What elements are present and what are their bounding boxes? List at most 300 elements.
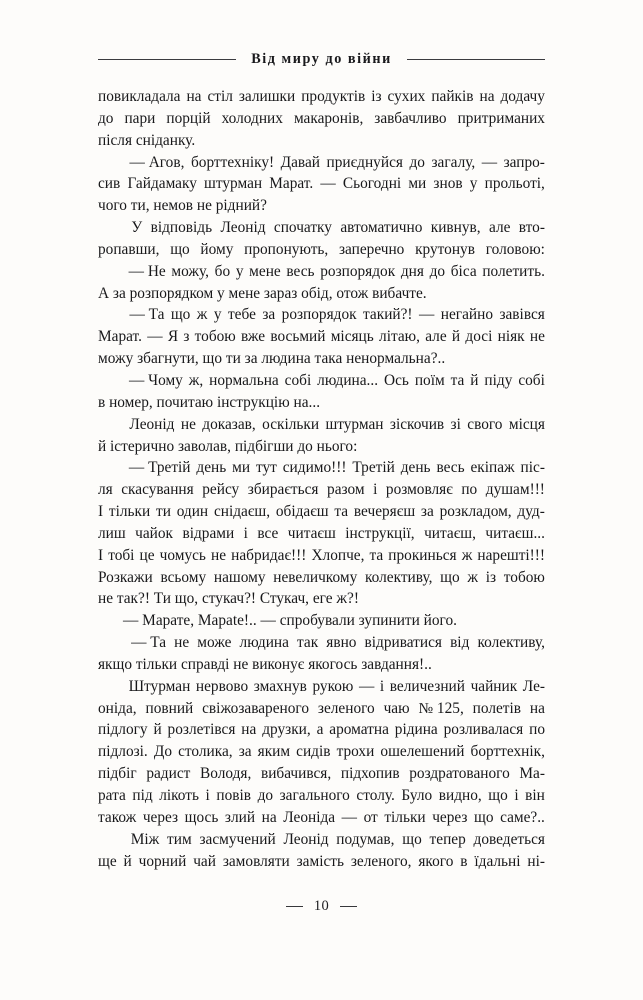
word: друзки, bbox=[262, 721, 311, 739]
paragraph-indent bbox=[98, 414, 123, 436]
word: ж bbox=[461, 546, 473, 564]
word: також bbox=[98, 808, 137, 826]
text-line bbox=[98, 763, 545, 785]
word: явно bbox=[326, 634, 357, 652]
word: пайків bbox=[431, 88, 474, 105]
word: людина bbox=[239, 634, 289, 652]
paragraph-indent bbox=[98, 152, 123, 174]
word: можу, bbox=[171, 262, 209, 280]
word: відповідь bbox=[150, 219, 213, 237]
word: по bbox=[461, 481, 478, 499]
paragraph bbox=[98, 261, 545, 305]
word: ми bbox=[232, 459, 251, 477]
running-header bbox=[98, 46, 545, 72]
word: день bbox=[400, 459, 431, 477]
word: оніда, bbox=[98, 699, 137, 717]
word: ошелешений bbox=[380, 743, 465, 761]
word: — bbox=[418, 306, 435, 324]
word: він bbox=[525, 787, 545, 804]
word: і bbox=[379, 677, 385, 695]
text-line bbox=[98, 807, 545, 829]
text-line bbox=[98, 676, 545, 698]
page-number: 10 bbox=[313, 897, 330, 914]
text-line bbox=[98, 326, 545, 348]
text-line bbox=[98, 588, 545, 610]
word: загального bbox=[279, 787, 350, 804]
word: Леонід bbox=[220, 219, 266, 237]
word: негайно bbox=[440, 306, 493, 324]
line-text: — Марате, Мараte!.. — спробували зупинити його. bbox=[123, 612, 457, 630]
word: чайник bbox=[470, 677, 518, 695]
word: Марат. bbox=[98, 328, 142, 346]
word: Штурман bbox=[128, 677, 191, 695]
word: обідаєш bbox=[275, 503, 329, 521]
word: у bbox=[469, 175, 478, 193]
word: штурман bbox=[204, 175, 263, 193]
word: от bbox=[363, 808, 378, 826]
line-text: й істерично заволав, підбігши до нього: bbox=[98, 437, 358, 455]
word: пари bbox=[124, 109, 156, 127]
word: разом bbox=[327, 481, 365, 499]
word: прольоті, bbox=[484, 175, 545, 193]
word: але bbox=[425, 328, 447, 346]
text-line bbox=[98, 173, 545, 195]
word: притриманих bbox=[457, 109, 545, 127]
word: зеленого bbox=[317, 699, 375, 717]
word: і bbox=[243, 524, 248, 542]
word: ропавши, bbox=[98, 240, 160, 258]
word: розпорядок bbox=[281, 306, 357, 324]
text-line bbox=[98, 283, 545, 305]
word: повів bbox=[216, 787, 252, 804]
word: чай bbox=[193, 852, 216, 870]
word: полетить. bbox=[482, 262, 545, 280]
word: видно, bbox=[438, 787, 482, 804]
word: якого bbox=[418, 852, 454, 870]
word: — Не bbox=[128, 262, 166, 280]
word: вже bbox=[241, 328, 266, 346]
word: Було bbox=[401, 787, 433, 804]
word: тебе bbox=[227, 306, 256, 324]
word: столика, bbox=[178, 743, 233, 761]
line-text: не так?! Ти що, стукач?! Стукач, еге ж?! bbox=[98, 590, 359, 608]
word: на bbox=[241, 721, 257, 739]
word: й bbox=[451, 328, 461, 346]
text-line bbox=[98, 479, 545, 501]
word: до bbox=[98, 109, 114, 127]
word: пропонують, bbox=[244, 240, 329, 258]
word: щось bbox=[184, 808, 219, 826]
word: зеленого, bbox=[350, 852, 412, 870]
word: у bbox=[213, 306, 222, 324]
word: Розкажи bbox=[98, 568, 153, 586]
word: що bbox=[402, 830, 422, 848]
folio-dash-right-icon bbox=[340, 906, 357, 907]
word: тепер bbox=[429, 830, 466, 848]
word: радист bbox=[146, 765, 191, 783]
word: холодних bbox=[221, 109, 283, 127]
text-line bbox=[98, 719, 545, 741]
running-header-title: Від миру до війни bbox=[251, 50, 392, 67]
word: тобою bbox=[194, 328, 236, 346]
word: через bbox=[432, 808, 468, 826]
word: невеличкому bbox=[273, 568, 358, 586]
text-line bbox=[98, 632, 545, 654]
word: що bbox=[440, 568, 460, 586]
word: на bbox=[261, 808, 277, 826]
word: доведеться bbox=[473, 830, 545, 848]
word: собі bbox=[518, 371, 545, 389]
word: У bbox=[131, 219, 143, 237]
word: читаєш... bbox=[485, 524, 545, 542]
word: свого bbox=[467, 415, 503, 433]
word: розпорядок bbox=[320, 262, 396, 280]
word: Третій bbox=[352, 459, 395, 477]
word: ніяк bbox=[497, 328, 525, 346]
word: — bbox=[320, 175, 336, 193]
word: один bbox=[176, 503, 209, 521]
word: спочатку bbox=[273, 219, 332, 237]
header-rule-left-icon bbox=[98, 59, 236, 60]
word: сив bbox=[98, 175, 121, 193]
word: величезний bbox=[389, 677, 465, 695]
word: й bbox=[153, 721, 162, 739]
word: і bbox=[205, 787, 210, 804]
word: до bbox=[409, 153, 425, 171]
word: із bbox=[485, 568, 497, 586]
word: місця bbox=[508, 415, 545, 433]
word: — Чому bbox=[128, 371, 183, 389]
word: повний bbox=[145, 699, 194, 717]
word: підбіг bbox=[98, 765, 137, 783]
word: до bbox=[257, 787, 274, 804]
word: все bbox=[257, 524, 279, 542]
word: за bbox=[420, 503, 434, 521]
word: — bbox=[341, 808, 358, 826]
word: Володя, bbox=[200, 765, 252, 783]
word: від bbox=[450, 634, 470, 652]
word: й bbox=[470, 371, 479, 389]
word: скасування bbox=[121, 481, 194, 499]
word: порцій bbox=[166, 109, 211, 127]
word: нарешті!!! bbox=[477, 546, 545, 564]
text-line bbox=[98, 567, 545, 589]
paragraph bbox=[98, 86, 545, 152]
word: ще bbox=[98, 852, 117, 870]
word: бо bbox=[214, 262, 231, 280]
word: доказав, bbox=[202, 415, 256, 433]
word: знов bbox=[433, 175, 463, 193]
word: підлозі. bbox=[98, 743, 148, 761]
word: полетів bbox=[472, 699, 522, 717]
line-text: після сніданку. bbox=[98, 131, 196, 149]
word: на bbox=[479, 88, 495, 105]
word: всьому bbox=[160, 568, 207, 586]
word: їдальні bbox=[474, 852, 521, 870]
word: Ма- bbox=[519, 765, 545, 783]
word: головою: bbox=[485, 240, 545, 258]
text-line bbox=[98, 261, 545, 283]
word: роздратованого bbox=[409, 765, 510, 783]
paragraph bbox=[98, 217, 545, 261]
text-line bbox=[98, 348, 545, 370]
word: не bbox=[211, 546, 227, 564]
word: Марат. bbox=[269, 175, 314, 193]
word: завбачливо bbox=[374, 109, 447, 127]
word: снідаєш, bbox=[213, 503, 271, 521]
word: приєднуйся bbox=[326, 153, 403, 171]
word: стіл bbox=[207, 88, 233, 105]
word: на bbox=[186, 88, 202, 105]
word: мене bbox=[249, 262, 281, 280]
word: вечеряєш bbox=[353, 503, 416, 521]
word: прокинься bbox=[388, 546, 457, 564]
word: екіпаж bbox=[470, 459, 515, 477]
word: весь bbox=[436, 459, 465, 477]
word: нервово bbox=[195, 677, 249, 695]
word: ні- bbox=[527, 852, 545, 870]
word: і bbox=[514, 787, 519, 804]
word: Гайдамаку bbox=[127, 175, 197, 193]
word: та bbox=[334, 503, 349, 521]
word: тобою bbox=[503, 568, 545, 586]
text-line bbox=[98, 457, 545, 479]
paragraph bbox=[98, 304, 545, 370]
word: замовляти bbox=[222, 852, 290, 870]
line-text: якщо тільки справді не виконує якогось завдання!.. bbox=[98, 655, 432, 673]
word: макаронів, bbox=[293, 109, 364, 127]
word: місяць bbox=[330, 328, 374, 346]
paragraph-indent bbox=[98, 261, 123, 283]
word: підлогу bbox=[98, 721, 148, 739]
word: зіскочив bbox=[389, 415, 445, 433]
word: відриватися bbox=[364, 634, 442, 652]
word: Ле- bbox=[522, 677, 545, 695]
word: по bbox=[529, 721, 545, 739]
word: розкладом, bbox=[439, 503, 512, 521]
word: лиш bbox=[98, 524, 126, 542]
word: № 125, bbox=[418, 699, 464, 717]
word: Ось bbox=[384, 371, 409, 389]
word: тільки bbox=[108, 503, 151, 521]
word: борттехнік, bbox=[470, 743, 545, 761]
word: що bbox=[474, 808, 494, 826]
word: не bbox=[174, 634, 190, 652]
word: рейсу bbox=[202, 481, 240, 499]
word: — Третій bbox=[128, 459, 191, 477]
line-text: чого ти, немов не рідний? bbox=[98, 197, 267, 215]
word: а bbox=[316, 721, 324, 739]
word: — Та bbox=[131, 634, 167, 652]
word: досі bbox=[465, 328, 493, 346]
word: кивнув, bbox=[430, 219, 481, 237]
word: під bbox=[132, 787, 153, 804]
word: ж bbox=[467, 568, 478, 586]
word: яким bbox=[257, 743, 291, 761]
paragraph bbox=[98, 152, 545, 218]
word: колективу, bbox=[364, 568, 433, 586]
word: Між bbox=[130, 830, 160, 848]
text-line bbox=[98, 304, 545, 326]
word: та bbox=[369, 546, 384, 564]
word: злий bbox=[224, 808, 256, 826]
word: додачу bbox=[500, 88, 545, 105]
word: із bbox=[371, 88, 382, 105]
text-line bbox=[98, 108, 545, 130]
word: тим bbox=[167, 830, 192, 848]
body-text-block bbox=[98, 86, 545, 872]
word: людина... bbox=[317, 371, 379, 389]
word: розлетівся bbox=[167, 721, 236, 739]
paragraph bbox=[98, 829, 545, 873]
word: борттехніку! bbox=[190, 153, 275, 171]
word: й bbox=[123, 852, 132, 870]
text-line bbox=[98, 370, 545, 392]
word: поїм bbox=[414, 371, 445, 389]
word: запро- bbox=[503, 153, 545, 171]
word: Хлопче, bbox=[311, 546, 365, 564]
word: чаю bbox=[383, 699, 410, 717]
word: замість bbox=[296, 852, 344, 870]
text-line bbox=[98, 86, 545, 108]
paragraph bbox=[98, 632, 545, 676]
word: дня bbox=[400, 262, 424, 280]
word: підхопив bbox=[340, 765, 400, 783]
word: чайок bbox=[135, 524, 174, 542]
word: не bbox=[529, 328, 545, 346]
paragraph-indent bbox=[98, 370, 123, 392]
word: — bbox=[481, 153, 498, 171]
paragraph-indent bbox=[98, 632, 123, 654]
word: — Агов, bbox=[129, 153, 185, 171]
text-line bbox=[98, 523, 545, 545]
word: зі bbox=[450, 415, 461, 433]
header-rule-right-icon bbox=[407, 59, 545, 60]
word: може bbox=[197, 634, 232, 652]
word: крутонув bbox=[415, 240, 475, 258]
word: набридає!!! bbox=[231, 546, 307, 564]
word: До bbox=[153, 743, 172, 761]
word: інструкції, bbox=[345, 524, 415, 542]
word: ля bbox=[98, 481, 113, 499]
word: І bbox=[98, 546, 104, 564]
word: йому bbox=[200, 240, 234, 258]
paragraph-indent bbox=[98, 457, 123, 479]
word: сидів bbox=[296, 743, 331, 761]
word: але bbox=[489, 219, 511, 237]
word: Давай bbox=[280, 153, 320, 171]
paragraph bbox=[98, 676, 545, 829]
word: залишки bbox=[238, 88, 296, 105]
paragraph bbox=[98, 457, 545, 610]
word: змахнув bbox=[253, 677, 307, 695]
word: трохи bbox=[336, 743, 375, 761]
word: нормальна bbox=[209, 371, 279, 389]
text-line bbox=[98, 195, 545, 217]
paragraph-indent bbox=[98, 676, 123, 698]
word: весь bbox=[286, 262, 315, 280]
word: чомусь bbox=[159, 546, 206, 564]
word: восьмий bbox=[270, 328, 326, 346]
word: тут bbox=[255, 459, 277, 477]
word: що bbox=[488, 787, 508, 804]
paragraph-indent bbox=[98, 304, 123, 326]
paragraph-indent bbox=[98, 217, 123, 239]
word: читаєш bbox=[287, 524, 336, 542]
word: тільки bbox=[384, 808, 426, 826]
word: загалу, bbox=[431, 153, 476, 171]
word: рідина bbox=[394, 721, 438, 739]
word: — bbox=[147, 328, 163, 346]
word: продуктів bbox=[301, 88, 366, 105]
text-line bbox=[98, 785, 545, 807]
text-line bbox=[98, 130, 545, 152]
word: ж, bbox=[188, 371, 204, 389]
text-line bbox=[98, 654, 545, 676]
word: сидимо!!! bbox=[282, 459, 347, 477]
word: Леоніда bbox=[283, 808, 336, 826]
text-line bbox=[98, 698, 545, 720]
word: відрами bbox=[182, 524, 235, 542]
word: І bbox=[98, 503, 104, 521]
word: до bbox=[429, 262, 446, 280]
word: літаю, bbox=[379, 328, 420, 346]
word: Сьогодні bbox=[342, 175, 402, 193]
text-line bbox=[98, 610, 545, 632]
text-line bbox=[98, 741, 545, 763]
word: ти bbox=[155, 503, 171, 521]
word: штурман bbox=[325, 415, 384, 433]
word: та bbox=[450, 371, 465, 389]
word: тобі bbox=[108, 546, 135, 564]
word: оскільки bbox=[262, 415, 320, 433]
word: так bbox=[297, 634, 319, 652]
word: ми bbox=[408, 175, 427, 193]
word: вто- bbox=[518, 219, 545, 237]
word: засмучений bbox=[199, 830, 276, 848]
word: і bbox=[373, 481, 378, 499]
word: — bbox=[358, 677, 375, 695]
folio-dash-left-icon bbox=[286, 906, 303, 907]
paragraph bbox=[98, 414, 545, 458]
word: за bbox=[262, 306, 276, 324]
text-line bbox=[98, 829, 545, 851]
line-text: можу збагнути, що ти за людина така ненормальна?.. bbox=[98, 350, 446, 368]
word: піду bbox=[484, 371, 513, 389]
word: дуд- bbox=[517, 503, 545, 521]
word: що bbox=[170, 306, 191, 324]
word: подумав, bbox=[336, 830, 395, 848]
word: лікоть bbox=[159, 787, 199, 804]
text-line bbox=[98, 436, 545, 458]
word: чорний bbox=[138, 852, 187, 870]
word: збирається bbox=[247, 481, 319, 499]
word: завівся bbox=[499, 306, 545, 324]
line-text: в номер, почитаю інструкцію на... bbox=[98, 393, 321, 411]
paragraph-indent bbox=[98, 829, 123, 851]
paragraph bbox=[98, 370, 545, 414]
word: що bbox=[170, 240, 190, 258]
line-text: А за розпорядком у мене зараз обід, отож вибачте. bbox=[98, 284, 427, 302]
word: повикладала bbox=[98, 88, 181, 105]
word: свіжозавареного bbox=[202, 699, 310, 717]
text-line bbox=[98, 851, 545, 873]
word: розмовляє bbox=[385, 481, 453, 499]
word: — Та bbox=[129, 306, 165, 324]
word: на bbox=[529, 699, 545, 717]
word: у bbox=[235, 262, 244, 280]
text-line bbox=[98, 239, 545, 261]
